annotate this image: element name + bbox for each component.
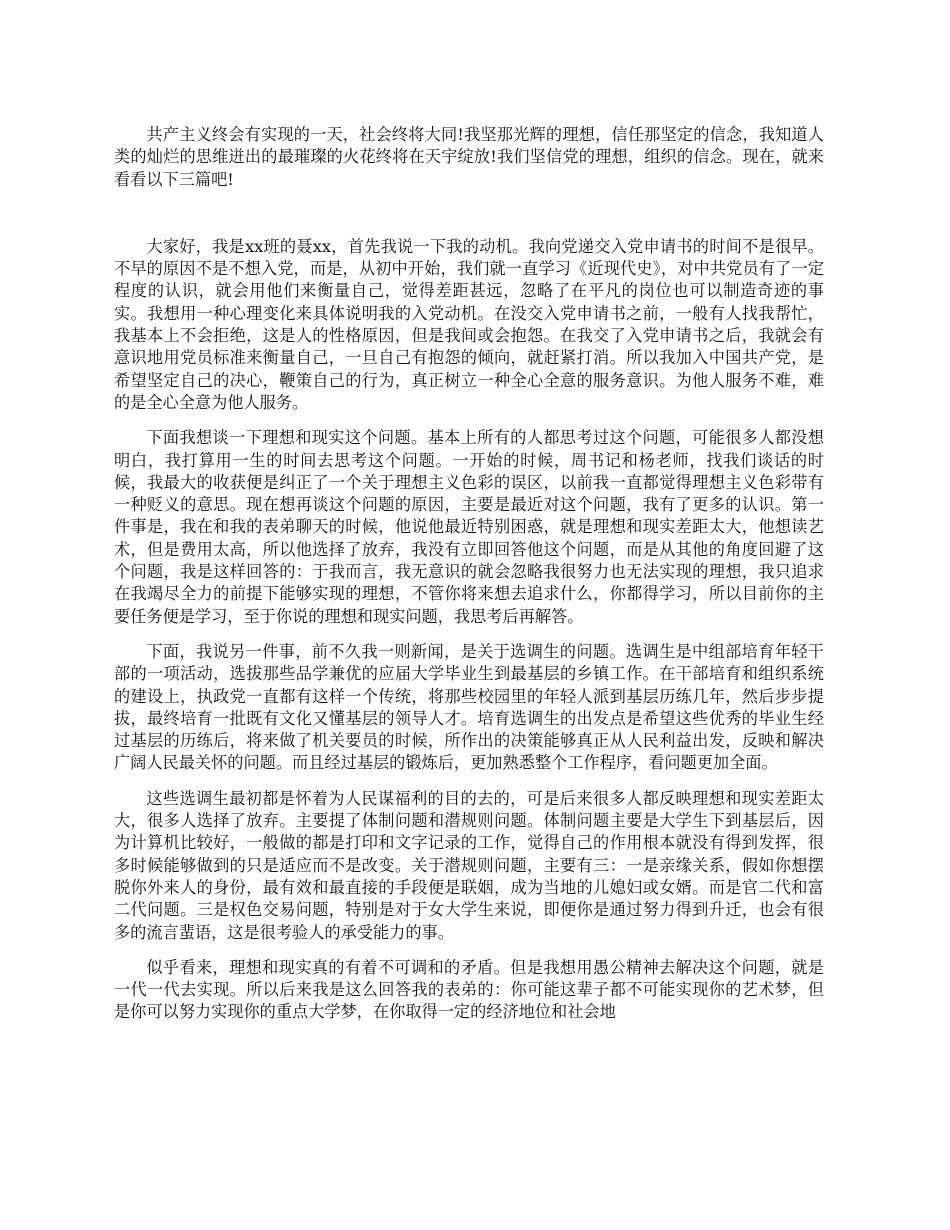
paragraph-graduate-problems: 这些选调生最初都是怀着为人民谋福利的目的去的，可是后来很多人都反映理想和现实差距太大，很多人选择了放弃。主要提了体制问题和潜规则问题。体制问题主要是大学生下到基层后，因为计算机比较好，一般做的都是打印和文字记录的工作，觉得自己的作用根本就没有得到发挥，很多时候能够做到的只是适应而不是改变。关于潜规则问题，主要有三：一是亲缘关系，假如你想摆脱你外来人的身份，最有效和最直接的手段便是联姻，成为当地的儿媳妇或女婿。而是官二代和富二代问题。三是权色交易问题，特别是对于女大学生来说，即便你是通过努力得到升迁，也会有很多的流言蜚语，这是很考验人的承受能力的事。 — [114, 788, 824, 942]
paragraph-selected-graduates: 下面，我说另一件事，前不久我一则新闻，是关于选调生的问题。选调生是中组部培育年轻干部的一项活动，选拔那些品学兼优的应届大学毕业生到最基层的乡镇工作。在干部培育和组织系统的建设上，执政党一直都有这样一个传统，将那些校园里的年轻人派到基层历练几年，然后步步提拔，最终培育一批既有文化又懂基层的领导人才。培育选调生的出发点是希望这些优秀的毕业生经过基层的历练后，将来做了机关要员的时候，所作出的决策能够真正从人民利益出发，反映和解决广阔人民最关怀的问题。而且经过基层的锻炼后，更加熟悉整个工作程序，看问题更加全面。 — [114, 641, 824, 773]
document-body — [114, 124, 824, 1024]
paragraph-conclusion: 似乎看来，理想和现实真的有着不可调和的矛盾。但是我想用愚公精神去解决这个问题，就是一代一代去实现。所以后来我是这么回答我的表弟的：你可能这辈子都不可能实现你的艺术梦，但是你可以努力实现你的重点大学梦，在你取得一定的经济地位和社会地 — [114, 957, 824, 1022]
paragraph-motivation: 大家好，我是xx班的聂xx，首先我说一下我的动机。我向党递交入党申请书的时间不是很早。不早的原因不是不想入党，而是，从初中开始，我们就一直学习《近现代史》，对中共党员有了一定程度的认识，就会用他们来衡量自己，觉得差距甚远，忽略了在平凡的岗位也可以制造奇迹的事实。我想用一种心理变化来具体说明我的入党动机。在没交入党申请书之前，一般有人找我帮忙，我基本上不会拒绝，这是人的性格原因，但是我间或会抱怨。在我交了入党申请书之后，我就会有意识地用党员标准来衡量自己，一旦自己有抱怨的倾向，就赶紧打消。所以我加入中国共产党，是希望坚定自己的决心，鞭策自己的行为，真正树立一种全心全意的服务意识。为他人服务不难，难的是全心全意为他人服务。 — [114, 236, 824, 412]
paragraph-intro: 共产主义终会有实现的一天，社会终将大同!我坚那光辉的理想，信任那坚定的信念，我知道人类的灿烂的思维迸出的最璀璨的火花终将在天宇绽放!我们坚信党的理想，组织的信念。现在，就来看看以下三篇吧! — [114, 125, 824, 189]
paragraph-ideal-reality: 下面我想谈一下理想和现实这个问题。基本上所有的人都思考过这个问题，可能很多人都没想明白，我打算用一生的时间去思考这个问题。一开始的时候，周书记和杨老师，找我们谈话的时候，我最大的收获便是纠正了一个关于理想主义色彩的误区，以前我一直都觉得理想主义色彩带有一种贬义的意思。现在想再谈这个问题的原因，主要是最近对这个问题，我有了更多的认识。第一件事是，我在和我的表弟聊天的时候，他说他最近特别困惑，就是理想和现实差距太大，他想读艺术，但是费用太高，所以他选择了放弃，我没有立即回答他这个问题，而是从其他的角度回避了这个问题，我是这样回答的：于我而言，我无意识的就会忽略我很努力也无法实现的理想，我只追求在我竭尽全力的前提下能够实现的理想，不管你将来想去追求什么，你都得学习，所以目前你的主要任务便是学习，至于你说的理想和现实问题，我思考后再解答。 — [114, 428, 824, 626]
